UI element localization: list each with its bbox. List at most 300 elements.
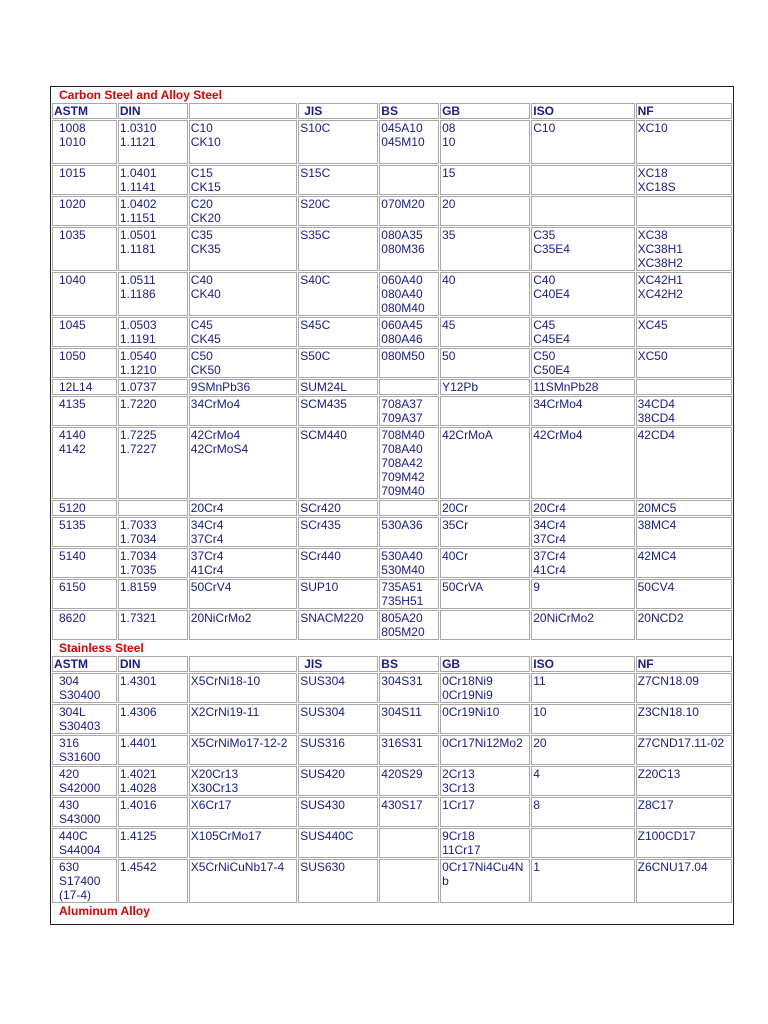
cell-line: S44004 [59,843,101,857]
cell-line: 11 [533,674,546,688]
cell-line: S30400 [59,688,101,702]
cell-line: 1 [533,860,540,874]
cell-line: 34Cr4 [190,518,224,532]
steel-grade-comparison-table [50,86,734,925]
cell-line: 440C [59,829,88,843]
cell-line: C35 [533,228,556,242]
cell-nf [636,859,732,903]
cell-line: SCr440 [300,549,341,563]
cell-line: 42CrMoA [442,428,493,442]
cell-iso [531,735,634,765]
cell-din-alt [189,120,297,164]
cell-line: SUS316 [300,736,345,750]
cell-nf [636,579,732,609]
cell-gb [440,673,530,703]
cell-jis [298,396,378,426]
cell-jis [298,348,378,378]
cell-line: 708A42 [381,456,423,470]
cell-line: 304S11 [381,705,422,719]
cell-line: 708M40 [381,428,425,442]
cell-line: CK15 [190,180,221,194]
cell-line: 1.0402 [119,197,157,211]
cell-din [118,348,188,378]
cell-jis [298,517,378,547]
cell-line: C45 [533,318,556,332]
cell-din [118,500,188,516]
cell-line: 9Cr18 [442,829,475,843]
cell-line: 34CrMo4 [533,397,583,411]
cell-line: 1.4306 [119,705,157,719]
cell-line: 1010 [59,135,86,149]
cell-astm [52,828,117,858]
cell-astm [52,797,117,827]
cell-din-alt [189,610,297,640]
cell-bs [379,797,439,827]
table-row [52,517,732,547]
cell-din-alt [189,348,297,378]
cell-nf [636,548,732,578]
cell-din [118,317,188,347]
cell-iso [531,379,634,395]
cell-line: 420 [59,767,80,781]
cell-line: S15C [300,166,331,180]
cell-line: SUP10 [300,580,339,594]
cell-line: 530A36 [381,518,423,532]
cell-line: 1008 [59,121,86,135]
cell-line: 080A46 [381,332,423,346]
cell-jis [298,427,378,499]
cell-iso [531,517,634,547]
cell-astm [52,396,117,426]
cell-jis [298,120,378,164]
cell-jis [298,165,378,195]
cell-din-alt [189,797,297,827]
cell-line: 34CD4 [637,397,675,411]
cell-din-alt [189,272,297,316]
cell-line: 1.7225 [119,428,157,442]
cell-line: XC45 [637,318,668,332]
cell-line: (17-4) [59,888,92,902]
cell-line: 11SMnPb28 [533,380,599,394]
cell-nf [636,227,732,271]
cell-line: 735A51 [381,580,423,594]
column-header-jis: JIS [298,656,378,672]
cell-line: 6150 [59,580,86,594]
cell-astm [52,272,117,316]
cell-bs [379,272,439,316]
cell-line: SCM440 [300,428,347,442]
cell-iso [531,673,634,703]
cell-bs [379,396,439,426]
cell-nf [636,735,732,765]
column-header-bs: BS [379,656,439,672]
cell-line: 4 [533,767,540,781]
cell-line: 1.0737 [119,380,157,394]
cell-gb [440,766,530,796]
cell-din-alt [189,227,297,271]
cell-line: 45 [442,318,456,332]
cell-line: 1.0310 [119,121,157,135]
cell-gb [440,396,530,426]
cell-line: 1.7220 [119,397,157,411]
cell-line: XC18 [637,166,668,180]
cell-nf [636,317,732,347]
cell-din-alt [189,673,297,703]
cell-bs [379,227,439,271]
cell-line: 9SMnPb36 [190,380,251,394]
cell-line: 20Cr [442,501,469,515]
cell-line: 8620 [59,611,86,625]
cell-nf [636,272,732,316]
cell-din-alt [189,500,297,516]
cell-line: b [442,874,449,888]
cell-line: X30Cr13 [190,781,239,795]
cell-astm [52,579,117,609]
cell-line: 1.7034 [119,532,157,546]
cell-din [118,120,188,164]
cell-nf [636,396,732,426]
cell-din [118,196,188,226]
cell-line: 20MC5 [637,501,677,515]
cell-line: C45 [190,318,213,332]
cell-line: 20NiCrMo2 [533,611,594,625]
cell-bs [379,548,439,578]
column-header-din-alt [189,656,297,672]
cell-line: 1.1151 [119,211,156,225]
section-title: Carbon Steel and Alloy Steel [59,88,222,102]
cell-gb [440,165,530,195]
cell-din [118,396,188,426]
cell-astm [52,120,117,164]
table-row [52,579,732,609]
cell-line: C40 [533,273,556,287]
cell-nf [636,517,732,547]
cell-gb [440,859,530,903]
cell-line: 34CrMo4 [190,397,241,411]
cell-line: 1.7321 [119,611,157,625]
column-header-din: DIN [118,103,188,119]
cell-astm [52,227,117,271]
cell-line: 530M40 [381,563,425,577]
cell-line: 1.1186 [119,287,156,301]
column-header-jis: JIS [298,103,378,119]
cell-line: SNACM220 [300,611,364,625]
cell-iso [531,227,634,271]
cell-line: 5135 [59,518,86,532]
section-title: Aluminum Alloy [59,904,150,918]
table-row [52,379,732,395]
cell-line: SCM435 [300,397,347,411]
cell-line: 1.7034 [119,549,157,563]
table-row [52,859,732,903]
cell-line: 080A40 [381,287,423,301]
cell-line: 42CD4 [637,428,675,442]
cell-iso [531,579,634,609]
cell-din [118,272,188,316]
cell-bs [379,704,439,734]
cell-line: 1.1141 [119,180,156,194]
cell-nf [636,610,732,640]
cell-jis [298,859,378,903]
table-row [52,548,732,578]
cell-bs [379,828,439,858]
cell-line: 430S17 [381,798,423,812]
section-title-row [52,904,732,918]
cell-line: 045M10 [381,135,425,149]
cell-line: 1.0511 [119,273,156,287]
cell-line: C15 [190,166,213,180]
cell-jis [298,196,378,226]
cell-din [118,735,188,765]
cell-astm [52,548,117,578]
cell-line: CK50 [190,363,221,377]
cell-jis [298,673,378,703]
cell-line: 4140 [59,428,86,442]
cell-line: 37Cr4 [533,549,566,563]
cell-astm [52,517,117,547]
cell-line: S30403 [59,719,101,733]
cell-jis [298,704,378,734]
cell-line: 15 [442,166,456,180]
cell-line: 1.4542 [119,860,157,874]
cell-line: 50CrV4 [190,580,232,594]
cell-astm [52,379,117,395]
cell-bs [379,673,439,703]
cell-gb [440,797,530,827]
cell-line: 35Cr [442,518,469,532]
cell-din [118,548,188,578]
cell-line: 080M40 [381,301,425,315]
cell-bs [379,517,439,547]
cell-bs [379,766,439,796]
cell-line: C10 [190,121,213,135]
cell-astm [52,859,117,903]
cell-line: 709M42 [381,470,425,484]
cell-line: C50 [190,349,213,363]
cell-line: 1.8159 [119,580,157,594]
cell-din [118,427,188,499]
cell-line: X2CrNi19-11 [190,705,260,719]
cell-astm [52,348,117,378]
cell-line: 3Cr13 [442,781,475,795]
column-header-gb: GB [440,656,530,672]
cell-line: 070M20 [381,197,425,211]
table-row [52,396,732,426]
cell-line: SUS420 [300,767,345,781]
cell-line: SUS430 [300,798,345,812]
cell-iso [531,317,634,347]
cell-iso [531,704,634,734]
cell-nf [636,797,732,827]
cell-line: 1.4401 [119,736,157,750]
cell-line: 38CD4 [637,411,675,425]
cell-bs [379,348,439,378]
cell-astm [52,317,117,347]
cell-line: S17400 [59,874,101,888]
table-row [52,120,732,164]
cell-nf [636,427,732,499]
cell-din-alt [189,379,297,395]
cell-line: 1.4016 [119,798,157,812]
cell-din-alt [189,766,297,796]
cell-din [118,704,188,734]
cell-nf [636,828,732,858]
cell-line: 709A37 [381,411,423,425]
cell-jis [298,797,378,827]
table-row [52,766,732,796]
cell-line: C50 [533,349,556,363]
cell-iso [531,196,634,226]
cell-jis [298,317,378,347]
table-row [52,317,732,347]
cell-din-alt [189,165,297,195]
cell-line: CK20 [190,211,221,225]
cell-line: C50E4 [533,363,570,377]
cell-line: Z100CD17 [637,829,696,843]
cell-din-alt [189,196,297,226]
cell-bs [379,196,439,226]
cell-nf [636,704,732,734]
cell-line: 20 [442,197,456,211]
cell-din [118,673,188,703]
cell-bs [379,165,439,195]
cell-line: SCr435 [300,518,341,532]
column-header-row [52,656,732,672]
cell-gb [440,272,530,316]
cell-line: X5CrNiCuNb17-4 [190,860,285,874]
table-row [52,196,732,226]
cell-din-alt [189,735,297,765]
cell-din-alt [189,828,297,858]
cell-line: 1.1210 [119,363,157,377]
cell-line: 42CrMo4 [533,428,583,442]
cell-iso [531,766,634,796]
cell-line: S43000 [59,812,101,826]
cell-line: 1.1181 [119,242,156,256]
cell-bs [379,120,439,164]
cell-line: 5120 [59,501,86,515]
cell-line: 1.4021 [119,767,157,781]
cell-din-alt [189,396,297,426]
cell-line: SCr420 [300,501,341,515]
cell-line: 304S31 [381,674,423,688]
cell-bs [379,859,439,903]
cell-line: S35C [300,228,331,242]
cell-bs [379,379,439,395]
table-row [52,704,732,734]
cell-line: 1.4125 [119,829,157,843]
column-header-iso: ISO [531,656,634,672]
cell-line: S20C [300,197,331,211]
cell-line: 080M36 [381,242,425,256]
cell-gb [440,227,530,271]
cell-iso [531,828,634,858]
cell-nf [636,120,732,164]
cell-line: 37Cr4 [190,532,224,546]
cell-line: 304L [59,705,86,719]
cell-din [118,610,188,640]
cell-line: XC38 [637,228,668,242]
cell-jis [298,227,378,271]
cell-astm [52,766,117,796]
cell-iso [531,120,634,164]
cell-line: SUS304 [300,705,345,719]
column-header-iso: ISO [531,103,634,119]
cell-line: 41Cr4 [190,563,224,577]
column-header-astm: ASTM [52,103,117,119]
cell-line: 805M20 [381,625,425,639]
cell-line: 709M40 [381,484,425,498]
cell-din-alt [189,704,297,734]
cell-line: 805A20 [381,611,423,625]
cell-iso [531,500,634,516]
cell-line: C45E4 [533,332,570,346]
cell-iso [531,797,634,827]
cell-line: CK45 [190,332,221,346]
cell-din-alt [189,548,297,578]
cell-nf [636,165,732,195]
cell-line: 50CrVA [442,580,484,594]
cell-line: 1.0503 [119,318,157,332]
cell-line: 430 [59,798,80,812]
cell-din [118,579,188,609]
cell-line: XC18S [637,180,676,194]
cell-jis [298,500,378,516]
cell-line: 0Cr18Ni9 [442,674,493,688]
cell-line: XC38H1 [637,242,683,256]
cell-line: Z8C17 [637,798,674,812]
cell-line: 1.7033 [119,518,157,532]
cell-gb [440,579,530,609]
cell-line: 08 [442,121,456,135]
cell-line: 708A40 [381,442,423,456]
cell-line: S31600 [59,750,101,764]
cell-line: 40 [442,273,456,287]
cell-line: XC10 [637,121,668,135]
section-title-row [52,88,732,102]
cell-gb [440,704,530,734]
cell-line: 11Cr17 [442,843,481,857]
cell-line: 1.0401 [119,166,157,180]
cell-line: 34Cr4 [533,518,566,532]
cell-bs [379,500,439,516]
cell-jis [298,579,378,609]
section-title: Stainless Steel [59,641,144,655]
cell-line: 1Cr17 [442,798,475,812]
cell-jis [298,766,378,796]
cell-line: CK35 [190,242,221,256]
cell-line: Z7CND17.11-02 [637,736,725,750]
cell-astm [52,673,117,703]
cell-line: 060A40 [381,273,423,287]
cell-line: S50C [300,349,331,363]
cell-gb [440,500,530,516]
cell-line: 5140 [59,549,86,563]
cell-jis [298,828,378,858]
cell-line: 41Cr4 [533,563,566,577]
cell-line: C40E4 [533,287,570,301]
cell-line: 40Cr [442,549,469,563]
cell-line: S42000 [59,781,101,795]
cell-line: 1.1121 [119,135,156,149]
cell-line: SUS440C [300,829,354,843]
table-row [52,427,732,499]
cell-iso [531,859,634,903]
cell-line: 1.1191 [119,332,156,346]
table-row [52,735,732,765]
cell-line: 10 [442,135,456,149]
cell-line: S10C [300,121,331,135]
